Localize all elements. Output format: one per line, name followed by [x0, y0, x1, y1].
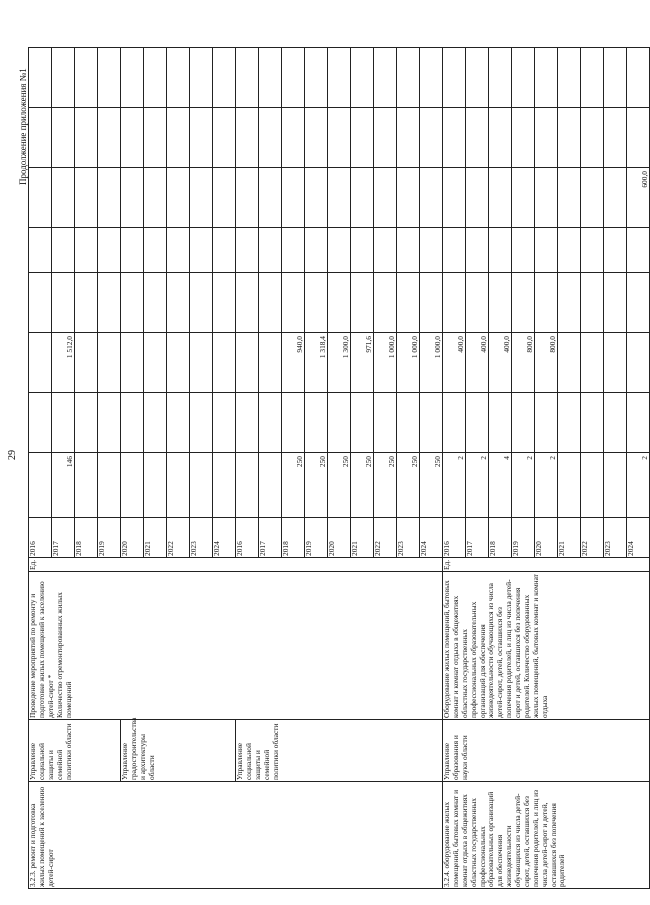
empty-cell — [535, 228, 558, 273]
sum-cell — [259, 333, 282, 393]
sum-cell: 1 512,0 — [52, 333, 75, 393]
empty-cell — [190, 393, 213, 453]
empty-cell — [236, 393, 259, 453]
sum-cell — [581, 333, 604, 393]
empty-cell — [328, 273, 351, 333]
empty-cell — [236, 273, 259, 333]
empty-cell — [374, 108, 397, 168]
empty-cell — [512, 273, 535, 333]
extra-sum-cell — [581, 168, 604, 228]
activity-cell: Оборудование жилых помещений, бытовых комнат и комнат отдыха в общежитиях областных государственных профессиональных образовательных организаций для обеспечения жизнедеятельности обучающихся из числа детей-сирот, детей, оставшихся без попечения родителей, и лиц из числа детей-сирот и детей, оставшихся без попечения родителей. Количество оборудованных жилых помещений, бытовых комнат и комнат отдыха — [443, 572, 650, 720]
empty-cell — [98, 228, 121, 273]
empty-cell — [29, 393, 52, 453]
empty-cell — [558, 228, 581, 273]
sum-cell: 400,0 — [466, 333, 489, 393]
empty-cell — [328, 228, 351, 273]
empty-cell — [236, 228, 259, 273]
empty-cell — [75, 393, 98, 453]
sum-cell: 400,0 — [489, 333, 512, 393]
empty-cell — [558, 393, 581, 453]
empty-cell — [443, 228, 466, 273]
empty-cell — [144, 108, 167, 168]
sum-cell: 1 000,0 — [374, 333, 397, 393]
empty-cell — [627, 48, 650, 108]
quantity-cell: 146 — [52, 453, 75, 518]
extra-sum-cell — [420, 168, 443, 228]
year-cell: 2022 — [581, 518, 604, 558]
extra-sum-cell — [443, 168, 466, 228]
empty-cell — [29, 228, 52, 273]
quantity-cell: 2 — [512, 453, 535, 518]
extra-sum-cell — [52, 168, 75, 228]
extra-sum-cell — [305, 168, 328, 228]
empty-cell — [305, 108, 328, 168]
empty-cell — [144, 393, 167, 453]
year-cell: 2024 — [213, 518, 236, 558]
extra-sum-cell — [213, 168, 236, 228]
empty-cell — [420, 273, 443, 333]
empty-cell — [351, 108, 374, 168]
executor-cell: Управление социальной защиты и семейной политики области — [236, 720, 443, 782]
extra-sum-cell — [282, 168, 305, 228]
empty-cell — [512, 228, 535, 273]
extra-sum-cell — [259, 168, 282, 228]
empty-cell — [328, 393, 351, 453]
empty-cell — [52, 393, 75, 453]
empty-cell — [190, 48, 213, 108]
empty-cell — [190, 108, 213, 168]
extra-sum-cell — [558, 168, 581, 228]
program-table — [28, 10, 650, 889]
empty-cell — [581, 228, 604, 273]
executor-cell: Управление социальной защиты и семейной политики области — [29, 720, 121, 782]
empty-cell — [397, 108, 420, 168]
empty-cell — [29, 273, 52, 333]
quantity-cell: 250 — [351, 453, 374, 518]
quantity-cell — [259, 453, 282, 518]
unit-cell: Ед. — [443, 558, 650, 572]
sum-cell: 1 300,0 — [328, 333, 351, 393]
table-row — [29, 11, 52, 889]
empty-cell — [535, 273, 558, 333]
sum-cell: 1 000,0 — [397, 333, 420, 393]
empty-cell — [121, 48, 144, 108]
activity-text: Проведение мероприятий по ремонту и подготовке жилых помещений к заселению детей-сирот * — [28, 581, 55, 718]
empty-cell — [29, 48, 52, 108]
empty-cell — [535, 393, 558, 453]
empty-cell — [535, 108, 558, 168]
quantity-cell — [213, 453, 236, 518]
empty-cell — [98, 48, 121, 108]
empty-cell — [420, 393, 443, 453]
empty-cell — [282, 273, 305, 333]
quantity-cell: 250 — [374, 453, 397, 518]
year-cell: 2023 — [397, 518, 420, 558]
empty-cell — [581, 48, 604, 108]
empty-cell — [466, 393, 489, 453]
empty-cell — [489, 393, 512, 453]
empty-cell — [167, 48, 190, 108]
empty-cell — [581, 108, 604, 168]
empty-cell — [98, 393, 121, 453]
year-cell: 2016 — [236, 518, 259, 558]
empty-cell — [167, 228, 190, 273]
activity-cell — [29, 572, 443, 720]
empty-cell — [604, 393, 627, 453]
empty-cell — [328, 108, 351, 168]
year-cell: 2024 — [627, 518, 650, 558]
empty-cell — [512, 393, 535, 453]
extra-sum-cell — [29, 168, 52, 228]
empty-cell — [282, 48, 305, 108]
quantity-cell: 250 — [328, 453, 351, 518]
table-row — [121, 11, 144, 889]
quantity-cell — [581, 453, 604, 518]
sum-cell: 1 318,4 — [305, 333, 328, 393]
sum-cell: 800,0 — [512, 333, 535, 393]
empty-cell — [466, 273, 489, 333]
empty-cell — [489, 48, 512, 108]
quantity-cell: 250 — [420, 453, 443, 518]
empty-cell — [374, 393, 397, 453]
sum-cell — [29, 333, 52, 393]
empty-cell — [190, 273, 213, 333]
empty-cell — [236, 108, 259, 168]
empty-cell — [443, 393, 466, 453]
extra-sum-cell — [351, 168, 374, 228]
empty-cell — [121, 393, 144, 453]
extra-sum-cell: 600,0 — [627, 168, 650, 228]
year-cell: 2021 — [351, 518, 374, 558]
sum-cell: 971,6 — [351, 333, 374, 393]
extra-sum-cell — [144, 168, 167, 228]
quantity-cell: 250 — [305, 453, 328, 518]
empty-cell — [397, 273, 420, 333]
empty-cell — [420, 228, 443, 273]
sum-cell — [167, 333, 190, 393]
quantity-cell — [29, 453, 52, 518]
sum-cell — [190, 333, 213, 393]
quantity-cell — [190, 453, 213, 518]
empty-cell — [52, 228, 75, 273]
year-cell: 2019 — [512, 518, 535, 558]
quantity-cell: 250 — [282, 453, 305, 518]
year-cell: 2020 — [328, 518, 351, 558]
sum-cell: 1 000,0 — [420, 333, 443, 393]
year-cell: 2020 — [535, 518, 558, 558]
sum-cell: 800,0 — [535, 333, 558, 393]
code-name-cell: 3.2.3. ремонт и подготовка жилых помещений к заселению детей-сирот — [29, 782, 443, 889]
empty-cell — [236, 48, 259, 108]
empty-cell — [75, 48, 98, 108]
quantity-cell: 250 — [397, 453, 420, 518]
extra-sum-cell — [397, 168, 420, 228]
empty-cell — [121, 273, 144, 333]
year-cell: 2019 — [98, 518, 121, 558]
sum-cell — [75, 333, 98, 393]
empty-cell — [397, 393, 420, 453]
sum-cell — [121, 333, 144, 393]
sum-cell — [213, 333, 236, 393]
empty-cell — [144, 228, 167, 273]
year-cell: 2018 — [489, 518, 512, 558]
quantity-cell: 4 — [489, 453, 512, 518]
empty-cell — [213, 228, 236, 273]
empty-cell — [98, 273, 121, 333]
empty-cell — [351, 48, 374, 108]
empty-cell — [351, 393, 374, 453]
empty-cell — [489, 108, 512, 168]
empty-cell — [627, 393, 650, 453]
quantity-cell: 2 — [627, 453, 650, 518]
empty-cell — [167, 393, 190, 453]
empty-cell — [627, 108, 650, 168]
sum-cell — [236, 333, 259, 393]
empty-cell — [259, 393, 282, 453]
sum-cell: 400,0 — [443, 333, 466, 393]
empty-cell — [466, 228, 489, 273]
empty-cell — [213, 108, 236, 168]
year-cell: 2023 — [190, 518, 213, 558]
empty-cell — [604, 273, 627, 333]
empty-cell — [397, 228, 420, 273]
empty-cell — [167, 273, 190, 333]
empty-cell — [420, 48, 443, 108]
empty-cell — [29, 108, 52, 168]
quantity-cell — [144, 453, 167, 518]
year-cell: 2019 — [305, 518, 328, 558]
empty-cell — [190, 228, 213, 273]
empty-cell — [305, 273, 328, 333]
year-cell: 2016 — [29, 518, 52, 558]
empty-cell — [282, 228, 305, 273]
year-cell: 2023 — [604, 518, 627, 558]
empty-cell — [558, 108, 581, 168]
empty-cell — [75, 273, 98, 333]
quantity-cell — [236, 453, 259, 518]
year-cell: 2020 — [121, 518, 144, 558]
year-cell: 2022 — [167, 518, 190, 558]
empty-cell — [98, 108, 121, 168]
empty-cell — [443, 108, 466, 168]
extra-sum-cell — [604, 168, 627, 228]
empty-cell — [466, 108, 489, 168]
empty-cell — [604, 108, 627, 168]
quantity-cell — [558, 453, 581, 518]
year-cell: 2016 — [443, 518, 466, 558]
quantity-cell: 2 — [535, 453, 558, 518]
empty-cell — [627, 273, 650, 333]
extra-sum-cell — [535, 168, 558, 228]
extra-sum-cell — [75, 168, 98, 228]
empty-cell — [443, 48, 466, 108]
extra-sum-cell — [512, 168, 535, 228]
empty-cell — [213, 273, 236, 333]
year-cell: 2018 — [75, 518, 98, 558]
quantity-cell — [604, 453, 627, 518]
extra-sum-cell — [167, 168, 190, 228]
empty-cell — [397, 48, 420, 108]
empty-cell — [167, 108, 190, 168]
empty-cell — [351, 228, 374, 273]
empty-cell — [52, 108, 75, 168]
empty-cell — [259, 108, 282, 168]
sum-cell: 940,0 — [282, 333, 305, 393]
year-cell: 2021 — [144, 518, 167, 558]
empty-cell — [213, 393, 236, 453]
year-cell: 2017 — [52, 518, 75, 558]
quantity-cell: 2 — [443, 453, 466, 518]
quantity-cell — [98, 453, 121, 518]
quantity-cell: 2 — [466, 453, 489, 518]
empty-cell — [512, 108, 535, 168]
quantity-cell — [167, 453, 190, 518]
extra-sum-cell — [98, 168, 121, 228]
empty-cell — [512, 48, 535, 108]
empty-cell — [466, 48, 489, 108]
year-cell: 2018 — [282, 518, 305, 558]
year-cell: 2017 — [466, 518, 489, 558]
code-name-cell: 3.2.4. оборудование жилых помещений, бытовых комнат и комнат отдыха в общежитиях областных государственных профессиональных образовательных организаций для обеспечения жизнедеятельности обучающихся из числа детей-сирот, детей, оставшихся без попечения родителей, и лиц из числа детей-сирот и детей, оставшихся без попечения родителей — [443, 782, 650, 889]
empty-cell — [52, 48, 75, 108]
empty-cell — [121, 108, 144, 168]
empty-cell — [374, 48, 397, 108]
sum-cell — [627, 333, 650, 393]
sum-cell — [144, 333, 167, 393]
empty-cell — [144, 273, 167, 333]
empty-cell — [581, 393, 604, 453]
sum-cell — [604, 333, 627, 393]
empty-cell — [305, 393, 328, 453]
empty-cell — [213, 48, 236, 108]
empty-cell — [52, 273, 75, 333]
empty-cell — [282, 393, 305, 453]
year-cell: 2017 — [259, 518, 282, 558]
extra-sum-cell — [374, 168, 397, 228]
empty-cell — [558, 273, 581, 333]
executor-cell: Управление градостроительства и архитектуры области — [121, 720, 236, 782]
empty-cell — [489, 228, 512, 273]
quantity-cell — [75, 453, 98, 518]
empty-cell — [374, 273, 397, 333]
table-row — [443, 11, 466, 889]
extra-sum-cell — [236, 168, 259, 228]
empty-cell — [581, 273, 604, 333]
empty-cell — [259, 273, 282, 333]
empty-cell — [420, 108, 443, 168]
extra-sum-cell — [121, 168, 144, 228]
extra-sum-cell — [190, 168, 213, 228]
empty-cell — [75, 228, 98, 273]
empty-cell — [305, 48, 328, 108]
empty-cell — [351, 273, 374, 333]
page-number: 29 — [7, 450, 18, 460]
year-cell: 2024 — [420, 518, 443, 558]
empty-cell — [604, 228, 627, 273]
empty-cell — [144, 48, 167, 108]
empty-cell — [259, 228, 282, 273]
sum-cell — [558, 333, 581, 393]
empty-cell — [604, 48, 627, 108]
sum-cell — [98, 333, 121, 393]
empty-cell — [443, 273, 466, 333]
extra-sum-cell — [328, 168, 351, 228]
unit-cell: Ед. — [29, 558, 443, 572]
empty-cell — [121, 228, 144, 273]
appendix-note: Продолжение приложения №1 — [18, 68, 28, 185]
empty-cell — [558, 48, 581, 108]
empty-cell — [489, 273, 512, 333]
empty-cell — [328, 48, 351, 108]
table-row — [236, 11, 259, 889]
extra-sum-cell — [489, 168, 512, 228]
empty-cell — [374, 228, 397, 273]
empty-cell — [75, 108, 98, 168]
year-cell: 2022 — [374, 518, 397, 558]
empty-cell — [282, 108, 305, 168]
year-cell: 2021 — [558, 518, 581, 558]
executor-cell: Управление образования и науки области — [443, 720, 650, 782]
empty-cell — [305, 228, 328, 273]
extra-sum-cell — [466, 168, 489, 228]
empty-cell — [535, 48, 558, 108]
empty-cell — [259, 48, 282, 108]
indicator-text: Количество отремонтированных жилых помещений — [54, 592, 73, 718]
empty-cell — [627, 228, 650, 273]
quantity-cell — [121, 453, 144, 518]
